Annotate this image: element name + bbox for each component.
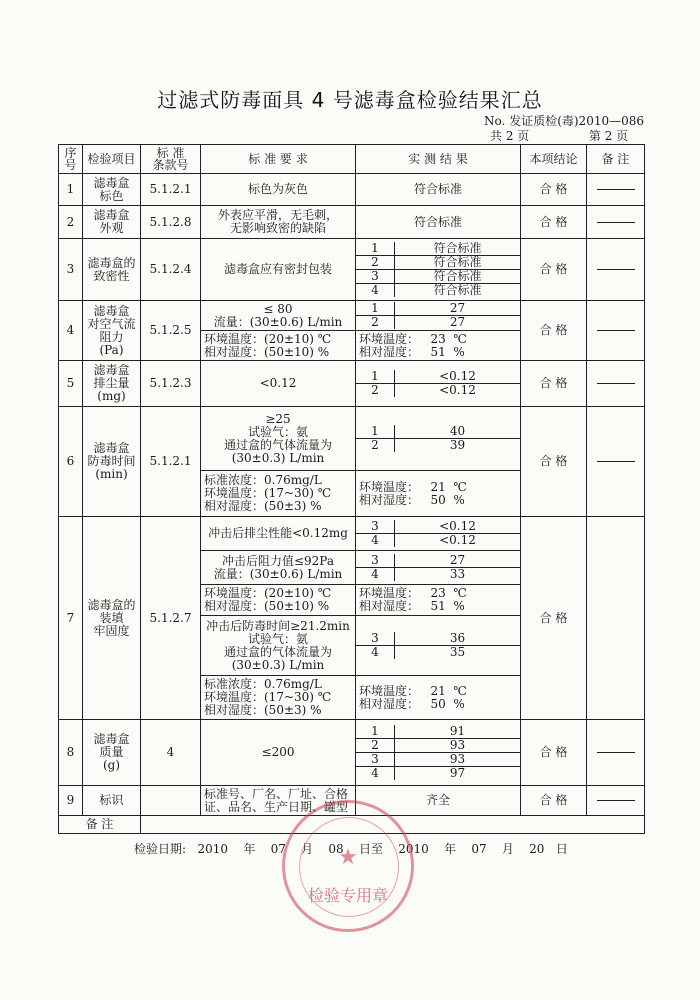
row-clause — [141, 786, 201, 816]
document-number: No. 发证质检(毒)2010—086 — [484, 114, 644, 128]
row-seq: 7 — [59, 517, 83, 720]
row-remark — [587, 407, 645, 517]
row-item: 滤毒盒 外观 — [83, 206, 141, 239]
row-seq: 6 — [59, 407, 83, 517]
table-row — [59, 239, 645, 301]
row-remark — [587, 786, 645, 816]
row-results: 1 40 2 39 — [356, 407, 521, 471]
row-requirement: 标色为灰色 — [201, 174, 356, 206]
row-conclusion: 合 格 — [521, 301, 587, 361]
row-requirement: <0.12 — [201, 361, 356, 407]
row-item: 滤毒盒的 装填 牢固度 — [83, 517, 141, 720]
row-item: 滤毒盒的 致密性 — [83, 239, 141, 301]
row-item: 标识 — [83, 786, 141, 816]
row-clause: 5.1.2.1 — [141, 174, 201, 206]
row-seq: 5 — [59, 361, 83, 407]
row-conclusion: 合 格 — [521, 786, 587, 816]
row-results: 1 27 2 27 — [356, 301, 521, 331]
row-clause: 5.1.2.3 — [141, 361, 201, 407]
row-env-result: 环境温度： 23 ℃ 相对湿度： 51 % — [356, 585, 521, 616]
row-seq: 3 — [59, 239, 83, 301]
row-seq: 4 — [59, 301, 83, 361]
row-env-result: 环境温度： 23 ℃ 相对湿度： 51 % — [356, 331, 521, 361]
table-row — [59, 301, 645, 331]
row-requirement: 标准号、厂名、厂址、合格 证、品名、生产日期、罐型 — [201, 786, 356, 816]
row-result: 符合标准 — [356, 206, 521, 239]
row-result: 符合标准 — [356, 174, 521, 206]
row-seq: 2 — [59, 206, 83, 239]
row-seq: 1 — [59, 174, 83, 206]
row-conclusion: 合 格 — [521, 720, 587, 786]
row-conclusion: 合 格 — [521, 174, 587, 206]
row-remark — [587, 517, 645, 720]
row-env-requirement: 环境温度：(20±10) ℃ 相对湿度：(50±10) % — [201, 585, 356, 616]
row-env-requirement: 标准浓度：0.76mg/L 环境温度：(17~30) ℃ 相对湿度：(50±3) % — [201, 676, 356, 720]
row-results: 1 <0.12 2 <0.12 — [356, 361, 521, 407]
table-row — [59, 407, 645, 471]
stamp-text: 检验专用章 — [307, 886, 388, 905]
table-row — [59, 361, 645, 407]
row-env-result: 环境温度： 21 ℃ 相对湿度： 50 % — [356, 471, 521, 517]
star-icon: ★ — [338, 845, 358, 870]
document-title: 过滤式防毒面具 4 号滤毒盒检验结果汇总 — [157, 88, 543, 112]
header-conclusion: 本项结论 — [521, 145, 587, 174]
row-clause: 5.1.2.8 — [141, 206, 201, 239]
row-requirement: 冲击后阻力值≤92Pa 流量：(30±0.6) L/min — [201, 551, 356, 585]
row-env-requirement: 标准浓度：0.76mg/L 环境温度：(17~30) ℃ 相对湿度：(50±3) % — [201, 471, 356, 517]
row-requirement: ≤ 80 流量：(30±0.6) L/min — [201, 301, 356, 331]
row-conclusion: 合 格 — [521, 206, 587, 239]
row-conclusion: 合 格 — [521, 361, 587, 407]
row-remark — [587, 361, 645, 407]
table-row — [59, 206, 645, 239]
row-conclusion: 合 格 — [521, 239, 587, 301]
results-table — [58, 144, 645, 834]
row-conclusion: 合 格 — [521, 407, 587, 517]
header-result: 实 测 结 果 — [356, 145, 521, 174]
row-item: 滤毒盒 排尘量 (mg) — [83, 361, 141, 407]
row-remark — [587, 301, 645, 361]
total-pages: 共 2 页 — [490, 129, 530, 143]
header-requirement: 标 准 要 求 — [201, 145, 356, 174]
row-clause: 5.1.2.5 — [141, 301, 201, 361]
row-requirement: 冲击后防毒时间≥21.2min 试验气：氨 通过盒的气体流量为 (30±0.3) L/min — [201, 616, 356, 676]
table-row — [59, 517, 645, 551]
row-requirement: 冲击后排尘性能<0.12mg — [201, 517, 356, 551]
row-results: 3 27 4 33 — [356, 551, 521, 585]
row-results: 1 91 2 93 3 93 4 97 — [356, 720, 521, 786]
table-row — [59, 720, 645, 786]
current-page: 第 2 页 — [588, 129, 629, 143]
row-seq: 8 — [59, 720, 83, 786]
table-header — [59, 145, 645, 174]
row-results: 3 <0.12 4 <0.12 — [356, 517, 521, 551]
row-result: 齐全 — [356, 786, 521, 816]
row-remark — [587, 174, 645, 206]
row-results: 3 36 4 35 — [356, 616, 521, 676]
row-requirement: ≥25 试验气：氨 通过盒的气体流量为 (30±0.3) L/min — [201, 407, 356, 471]
row-item: 滤毒盒 防毒时间 (min) — [83, 407, 141, 517]
row-remark — [587, 239, 645, 301]
remarks-label: 备 注 — [59, 816, 141, 834]
table-row — [59, 174, 645, 206]
inspection-seal-stamp — [282, 800, 414, 932]
header-item: 检验项目 — [83, 145, 141, 174]
header-remark: 备 注 — [587, 145, 645, 174]
row-item: 滤毒盒 质量 (g) — [83, 720, 141, 786]
header-seq: 序号 — [59, 145, 83, 174]
row-clause: 4 — [141, 720, 201, 786]
row-clause: 5.1.2.4 — [141, 239, 201, 301]
row-clause: 5.1.2.1 — [141, 407, 201, 517]
row-requirement: ≤200 — [201, 720, 356, 786]
header-clause: 标 准 条款号 — [141, 145, 201, 174]
row-item: 滤毒盒 对空气流 阻力 (Pa) — [83, 301, 141, 361]
row-clause: 5.1.2.7 — [141, 517, 201, 720]
row-item: 滤毒盒 标色 — [83, 174, 141, 206]
row-seq: 9 — [59, 786, 83, 816]
row-remark — [587, 720, 645, 786]
inspection-date: 检验日期: 2010 年 07 月 08 日至 2010 年 07 月 20 日 — [134, 842, 568, 856]
row-env-result: 环境温度： 21 ℃ 相对湿度： 50 % — [356, 676, 521, 720]
row-results: 1 符合标准 2 符合标准 3 符合标准 4 符合标准 — [356, 239, 521, 301]
page-info — [490, 127, 628, 144]
row-conclusion: 合 格 — [521, 517, 587, 720]
row-requirement: 外表应平滑，无毛刺， 无影响致密的缺陷 — [201, 206, 356, 239]
row-requirement: 滤毒盒应有密封包装 — [201, 239, 356, 301]
row-env-requirement: 环境温度：(20±10) ℃ 相对湿度：(50±10) % — [201, 331, 356, 361]
row-remark — [587, 206, 645, 239]
